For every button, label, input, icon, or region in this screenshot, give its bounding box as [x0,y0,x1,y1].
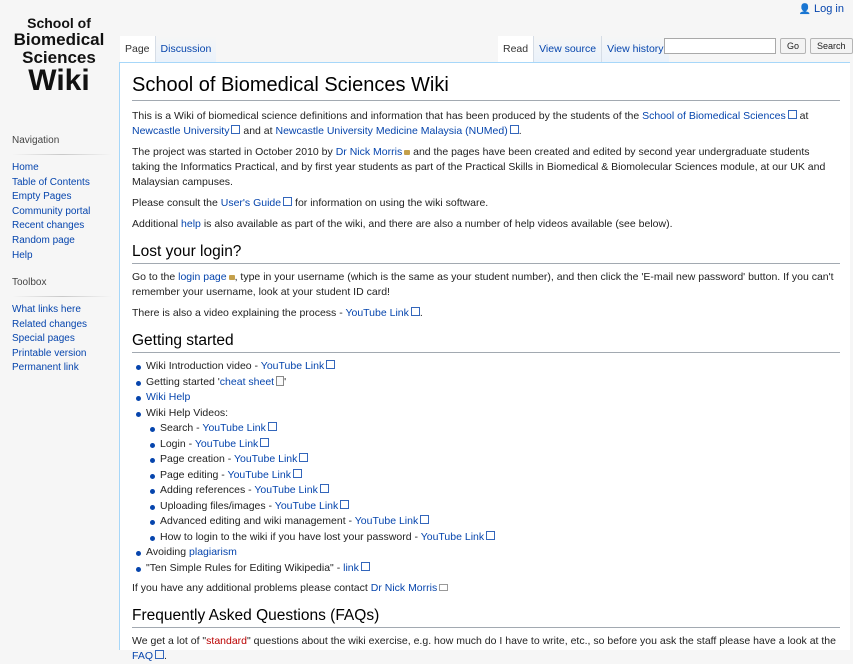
tool-permanent-link[interactable]: Permanent link [12,362,79,374]
list-item [160,514,840,530]
text: Adding references - [160,484,255,496]
link-newcastle[interactable]: Newcastle University [132,125,230,137]
page-title: School of Biomedical Sciences Wiki [132,73,840,101]
nav-item-empty-pages[interactable]: Empty Pages [12,191,72,203]
logo-line: Biomedical [13,30,105,49]
text: Wiki Help Videos: [146,406,229,419]
toolbox-portal [0,277,118,376]
toolbox-heading: Toolbox [12,277,47,288]
list-item [160,483,840,499]
text: ' [284,375,287,388]
text: at [796,110,809,122]
link-login-page[interactable]: login page [178,271,227,283]
external-link-icon [299,453,308,462]
text: and at [240,125,276,137]
link-numed[interactable]: Newcastle University Medicine Malaysia (NUMed) [275,125,508,137]
link-youtube[interactable]: YouTube Link [354,515,419,527]
tool-what-links-here[interactable]: What links here [12,304,81,315]
link-nick-morris[interactable]: Dr Nick Morris [335,146,403,158]
text: . [518,125,522,137]
text: Search - [160,422,203,434]
list-item [146,406,840,546]
text: for information on using the wiki software. [292,197,489,209]
link-cheat-sheet[interactable]: cheat sheet [219,375,275,388]
link-youtube-login[interactable]: YouTube Link [345,307,409,319]
nav-item-community-portal[interactable]: Community portal [12,205,91,217]
intro-paragraph [132,109,840,139]
link-faq[interactable]: FAQ [132,650,154,662]
logo-line: School of [27,15,91,31]
divider [12,296,112,297]
external-link-icon [268,422,277,431]
text: Login - [160,437,195,450]
link-youtube[interactable]: YouTube Link [260,360,325,372]
text: , type in your username (which is the same as your student number), and then click the 'E-mail new password' button. If you can't remember your username, look at your student ID card! [132,271,834,298]
list-item [160,421,840,437]
text: Wiki Introduction video - [146,360,261,372]
text: " questions about the wiki exercise, e.g. how much do I have to write, etc., so before you ask the staff please have a look at the [247,635,836,647]
link-youtube[interactable]: YouTube Link [202,422,266,434]
tool-printable-version[interactable]: Printable version [12,347,87,359]
text: "Ten Simple Rules for Editing Wikipedia" - [146,561,344,574]
nav-item-recent-changes[interactable]: Recent changes [12,220,85,232]
list-item [160,468,840,484]
text: Page creation - [160,453,234,465]
search-input[interactable] [664,38,776,54]
video-paragraph [132,306,840,321]
guide-paragraph [132,196,840,211]
getting-started-list [132,359,840,576]
divider [12,154,112,155]
heading-faq: Frequently Asked Questions (FAQs) [132,606,840,628]
external-link-icon [260,438,269,447]
external-link-icon [788,110,797,119]
text: Go to the [132,271,179,283]
tab-view-history[interactable]: View history [601,36,668,62]
link-wiki-help[interactable]: Wiki Help [146,391,191,403]
search-form [664,38,853,54]
text: We get a lot of " [132,635,207,647]
text: Uploading files/images - [160,499,275,512]
contact-paragraph [132,581,840,596]
heading-lost-login: Lost your login? [132,242,840,264]
navigation-portal [0,135,118,263]
text: Please consult the [132,197,221,209]
text: There is also a video explaining the process - [132,307,346,319]
link-nick-morris-email[interactable]: Dr Nick Morris [370,582,438,594]
namespace-tabs [120,36,216,62]
nav-item-help[interactable]: Help [12,249,33,261]
list-item [146,375,840,391]
text: and the pages have been created and edited by second year undergraduate students taking the Informatics Practical, and by first year students as part of the Practical Skills in Biomedical & Biomolecular Sciences module, at our UK and Malaysian campuses. [132,146,826,188]
help-videos-list [146,421,840,545]
site-logo[interactable] [6,16,112,96]
nav-item-table-of-contents[interactable]: Table of Contents [12,176,90,188]
list-item [160,452,840,468]
nav-item-home[interactable]: Home [12,162,39,173]
link-youtube[interactable]: YouTube Link [227,468,291,481]
external-link-icon [293,469,302,478]
lock-icon [404,150,410,155]
text: If you have any additional problems please contact [132,582,371,594]
navigation-heading: Navigation [12,135,60,146]
text: Additional [132,218,182,230]
file-icon [276,375,287,388]
external-link-icon [411,307,420,316]
link-ten-rules[interactable]: link [343,561,359,574]
text: . [164,650,167,662]
external-link-icon [420,515,429,524]
tool-special-pages[interactable]: Special pages [12,333,75,345]
link-youtube[interactable]: YouTube Link [274,499,339,512]
text: The project was started in October 2010 by [132,146,336,158]
list-item [146,390,840,406]
go-button[interactable]: Go [780,38,806,54]
external-link-icon [231,125,240,134]
text: This is a Wiki of biomedical science definitions and information that has been produced by the students of the [132,110,643,122]
external-link-icon [283,197,292,206]
logo-line: Wiki [28,64,90,97]
user-icon: 👤 [798,4,812,15]
tab-page[interactable]: Page [120,36,155,62]
list-item [160,530,840,546]
tab-view-source[interactable]: View source [533,36,601,62]
external-link-icon [320,484,329,493]
nav-item-random-page[interactable]: Random page [12,234,75,246]
heading-getting-started: Getting started [132,331,840,353]
external-link-icon [486,531,495,540]
tab-read[interactable]: Read [498,36,533,62]
external-link-icon [155,650,164,659]
list-item [160,437,840,453]
login-link[interactable]: Log in [814,3,844,15]
text: Advanced editing and wiki management - [160,515,355,527]
text: Page editing - [160,468,228,481]
external-link-icon [361,562,370,571]
link-help[interactable]: help [181,218,201,230]
link-youtube[interactable]: YouTube Link [254,484,318,496]
help-paragraph [132,217,840,232]
link-youtube[interactable]: YouTube Link [420,530,485,543]
list-item [146,561,840,577]
link-users-guide[interactable]: User's Guide [220,197,282,209]
external-link-icon [326,360,335,369]
list-item [146,545,840,561]
text: How to login to the wiki if you have lost your password - [160,530,421,543]
mail-icon [439,584,448,591]
search-button[interactable]: Search [810,38,853,54]
external-link-icon [340,500,349,509]
link-youtube[interactable]: YouTube Link [194,437,259,450]
page-content [119,62,850,662]
link-plagiarism[interactable]: plagiarism [189,546,237,558]
list-item [160,499,840,515]
text: Avoiding [146,546,190,558]
tab-discussion[interactable]: Discussion [155,36,217,62]
view-tabs [498,36,669,62]
faq-paragraph [132,634,840,664]
link-youtube[interactable]: YouTube Link [233,453,298,465]
link-school[interactable]: School of Biomedical Sciences [642,110,786,122]
tool-related-changes[interactable]: Related changes [12,318,88,330]
text: is also available as part of the wiki, and there are also a number of help videos available (see below). [200,218,673,230]
login-paragraph [132,270,840,300]
external-link-icon [510,125,519,134]
list-item [146,359,840,375]
logo-line: Sciences [22,48,96,67]
link-standard[interactable]: standard [206,635,248,647]
text: Getting started ' [146,375,220,388]
personal-tools [799,3,844,15]
text: . [419,307,423,319]
project-paragraph [132,145,840,190]
lock-icon [229,275,235,280]
